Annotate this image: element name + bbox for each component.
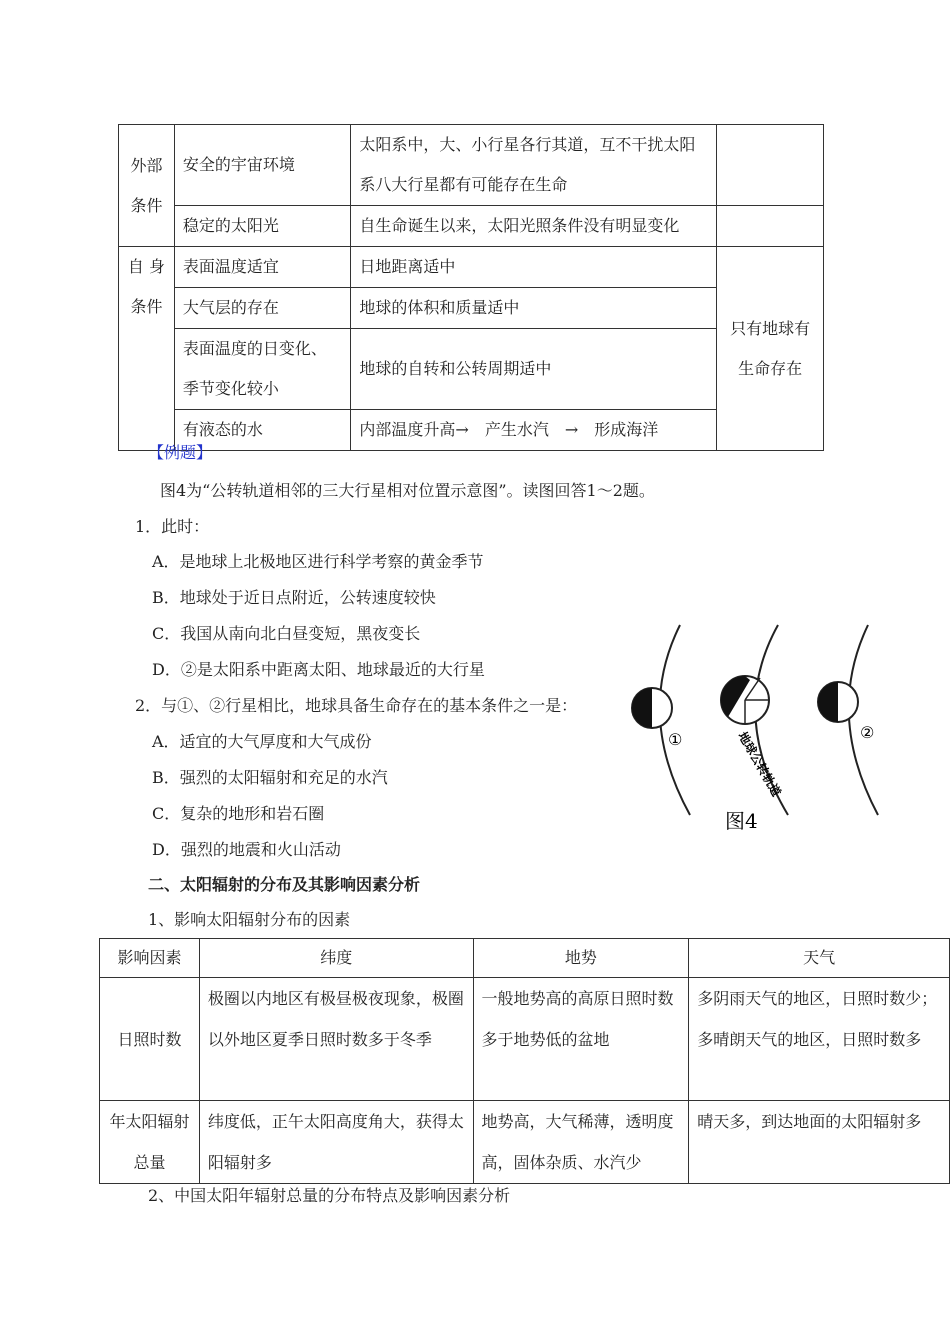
- question-intro: 图4为“公转轨道相邻的三大行星相对位置示意图”。读图回答1～2题。: [160, 481, 655, 500]
- reason-cell: 自生命诞生以来，太阳光照条件没有明显变化: [351, 206, 717, 247]
- table-cell: 晴天多，到达地面的太阳辐射多: [689, 1101, 950, 1184]
- q2-option-c: C．复杂的地形和岩石圈: [152, 804, 325, 823]
- condition-cell: 表面温度适宜: [174, 247, 351, 288]
- reason-cell: 日地距离适中: [351, 247, 717, 288]
- q1-option-b: B．地球处于近日点附近，公转速度较快: [152, 588, 436, 607]
- header-cell: 纬度: [199, 939, 473, 978]
- condition-cell: 稳定的太阳光: [174, 206, 351, 247]
- reason-cell: 太阳系中，大、小行星各行其道，互不干扰太阳系八大行星都有可能存在生命: [351, 125, 717, 206]
- header-cell: 地势: [473, 939, 689, 978]
- label-planet-2: ②: [860, 723, 875, 742]
- q1-option-a: A．是地球上北极地区进行科学考察的黄金季节: [152, 552, 484, 571]
- q1-option-d: D．②是太阳系中距离太阳、地球最近的大行星: [152, 660, 485, 679]
- table-cell: 极圈以内地区有极昼极夜现象，极圈以外地区夏季日照时数多于冬季: [199, 978, 473, 1101]
- q2-option-a: A．适宜的大气厚度和大气成份: [152, 732, 372, 751]
- row-label: 年太阳辐射总量: [100, 1101, 200, 1184]
- table-cell: 地势高，大气稀薄，透明度高，固体杂质、水汽少: [473, 1101, 689, 1184]
- row-label: 日照时数: [100, 978, 200, 1101]
- planet-1: [632, 688, 672, 728]
- example-label: 【例题】: [148, 443, 213, 462]
- category-cell: 外部条件: [119, 125, 175, 247]
- table-cell: 多阴雨天气的地区，日照时数少；多晴朗天气的地区，日照时数多: [689, 978, 950, 1101]
- earth: [721, 676, 769, 724]
- reason-cell: 地球的体积和质量适中: [351, 288, 717, 329]
- note-cell: [717, 125, 824, 206]
- condition-cell: 有液态的水: [174, 410, 351, 451]
- planet-orbit-figure: [620, 620, 890, 835]
- q2-option-b: B．强烈的太阳辐射和充足的水汽: [152, 768, 388, 787]
- conditions-table: [118, 124, 824, 451]
- radiation-factors-table: [99, 938, 950, 1184]
- condition-cell: 表面温度的日变化、季节变化较小: [174, 329, 351, 410]
- note-cell: 只有地球有生命存在: [717, 247, 824, 451]
- subsection-1: 1、影响太阳辐射分布的因素: [148, 910, 351, 929]
- condition-cell: 安全的宇宙环境: [174, 125, 351, 206]
- q1-option-c: C．我国从南向北白昼变短，黑夜变长: [152, 624, 421, 643]
- reason-cell: 内部温度升高→ 产生水汽 → 形成海洋: [351, 410, 717, 451]
- question-1-stem: 1．此时：: [135, 517, 210, 536]
- q2-option-d: D．强烈的地震和火山活动: [152, 840, 341, 859]
- category-cell: 自 身条件: [119, 247, 175, 451]
- table-cell: 纬度低，正午太阳高度角大，获得太阳辐射多: [199, 1101, 473, 1184]
- table-cell: 一般地势高的高原日照时数多于地势低的盆地: [473, 978, 689, 1101]
- subsection-2: 2、中国太阳年辐射总量的分布特点及影响因素分析: [148, 1186, 511, 1205]
- reason-cell: 地球的自转和公转周期适中: [351, 329, 717, 410]
- question-2-stem: 2．与①、②行星相比，地球具备生命存在的基本条件之一是：: [135, 696, 578, 715]
- header-cell: 影响因素: [100, 939, 200, 978]
- section-2-title: 二、太阳辐射的分布及其影响因素分析: [148, 875, 421, 894]
- planet-2: [818, 682, 858, 722]
- note-cell: [717, 206, 824, 247]
- orbit-label: 地球公转轨道: [735, 729, 784, 799]
- label-planet-1: ①: [668, 730, 683, 749]
- header-cell: 天气: [689, 939, 950, 978]
- condition-cell: 大气层的存在: [174, 288, 351, 329]
- figure-caption: 图4: [725, 809, 758, 833]
- orbit-arc-2: [849, 625, 878, 815]
